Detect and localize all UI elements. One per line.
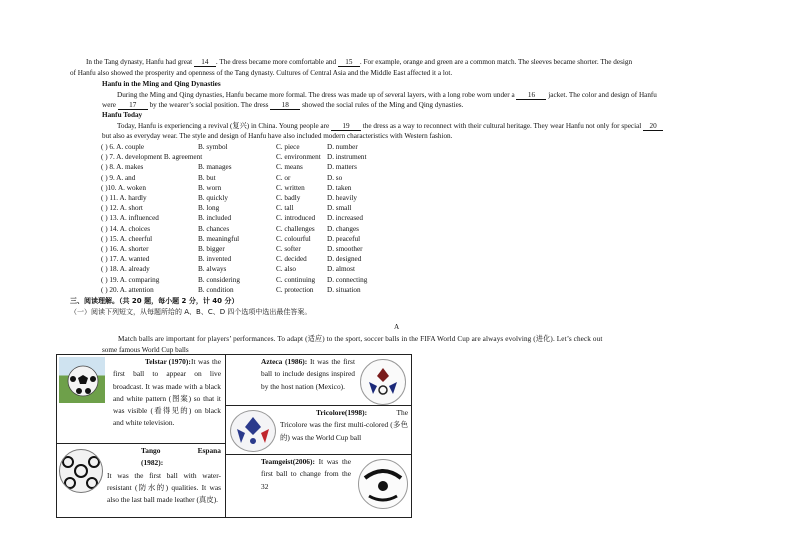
azteca-name: Azteca (1986): — [261, 357, 308, 366]
heading-ming-qing: Hanfu in the Ming and Qing Dynasties — [102, 80, 221, 88]
option-d: D. smoother — [327, 245, 363, 253]
option-b: B. but — [198, 173, 216, 182]
intro-line-1: Match balls are important for players’ performances. To adapt (适应) to the sport, soccer balls in the FIFA World Cup are always evolving (进化). Let’s check out — [118, 335, 603, 343]
option-d: D. taken — [327, 183, 352, 192]
option-p: ( ) 19. A. comparing — [101, 275, 160, 284]
option-b: B. manages — [198, 163, 232, 172]
option-c: C. colourful — [276, 234, 311, 243]
option-p: ( ) 11. A. hardly — [101, 194, 147, 202]
azteca-desc — [261, 356, 355, 393]
blank-17: 17 — [118, 101, 148, 110]
option-d: D. instrument — [327, 153, 367, 162]
table-cell-teamgeist — [225, 454, 412, 518]
soccer-ball-icon — [359, 460, 407, 508]
text: The Tricolore was the first multi-colored (多色的) was the World Cup ball — [280, 408, 408, 442]
option-d: D. situation — [327, 285, 361, 294]
telstar-ball-image — [59, 357, 105, 403]
telstar-desc — [113, 356, 221, 430]
passage-line-4 — [102, 100, 463, 110]
table-cell-azteca — [225, 354, 412, 406]
teamgeist-ball-image — [358, 459, 408, 509]
blank-20: 20 — [643, 122, 663, 131]
option-d: D. matters — [327, 163, 357, 172]
blank-16: 16 — [516, 91, 546, 100]
teamgeist-desc — [261, 456, 351, 493]
intro-line-2: some famous World Cup balls — [102, 346, 189, 354]
text: It was the first ball to appear on live broadcast. It was made with a black and white pattern (图案) so that it was visible (看得见的) on black and white television. — [113, 357, 221, 428]
option-p: ( ) 7. A. development B. agreement — [101, 153, 203, 162]
teamgeist-name: Teamgeist(2006): — [261, 457, 315, 466]
table-cell-telstar — [56, 354, 226, 444]
passage-line-3 — [117, 90, 657, 100]
option-b: B. condition — [198, 285, 234, 294]
option-c: C. written — [276, 183, 305, 192]
text: In the Tang dynasty, Hanfu had great — [86, 58, 193, 66]
option-p: ( ) 6. A. couple — [101, 143, 145, 151]
option-b: B. symbol — [198, 143, 228, 151]
text: It was the first ball with water-resistant (防水的) qualities. It was also the last ball made leather (真皮). — [107, 470, 221, 505]
option-d: D. connecting — [327, 275, 368, 284]
option-b: B. meaningful — [198, 234, 240, 243]
soccer-ball-icon — [361, 360, 405, 404]
option-d: D. increased — [327, 214, 363, 223]
option-d: D. heavily — [327, 194, 357, 202]
option-b: B. worn — [198, 183, 222, 192]
option-c: C. also — [276, 265, 296, 274]
option-c: C. challenges — [276, 224, 315, 233]
blank-15: 15 — [338, 58, 360, 67]
soccer-ball-icon — [60, 450, 102, 492]
soccer-ball-icon — [59, 357, 105, 403]
tango-desc — [107, 445, 221, 506]
option-p: ( ) 14. A. choices — [101, 224, 151, 233]
option-p: ( ) 15. A. cheerful — [101, 234, 153, 243]
option-d: D. peaceful — [327, 234, 361, 243]
text: jacket. The color and design of Hanfu — [548, 91, 657, 99]
option-p: ( ) 9. A. and — [101, 173, 136, 182]
text: . The dress became more comfortable and — [215, 58, 337, 66]
text: It was the first ball to include designs inspired by the host nation (Mexico). — [261, 357, 355, 391]
option-p: ( ) 20. A. attention — [101, 285, 154, 294]
option-c: C. decided — [276, 255, 307, 264]
blank-18: 18 — [270, 101, 300, 110]
option-d: D. changes — [327, 224, 359, 233]
option-c: C. protection — [276, 285, 314, 294]
option-p: ( ) 16. A. shorter — [101, 245, 149, 253]
option-b: B. chances — [198, 224, 230, 233]
option-p: ( )10. A. woken — [101, 183, 146, 192]
table-cell-tango — [56, 443, 226, 518]
text: During the Ming and Qing dynasties, Hanfu became more formal. The dress was made up of several layers, with a long robe worn under a — [117, 91, 515, 99]
option-c: C. or — [276, 173, 291, 182]
tricolore-ball-image — [230, 410, 276, 452]
option-d: D. so — [327, 173, 343, 182]
option-c: C. badly — [276, 194, 301, 202]
soccer-ball-icon — [231, 411, 275, 451]
passage-line-2: of Hanfu also showed the prosperity and openness of the Tang dynasty. Cultures of Central Asia and the Middle East affected it a lot. — [70, 69, 453, 77]
option-b: B. invented — [198, 255, 232, 264]
tricolore-name: Tricolore(1998): — [316, 408, 368, 417]
option-c: C. softer — [276, 245, 301, 253]
blank-14: 14 — [194, 58, 216, 67]
tricolore-desc — [280, 407, 408, 444]
option-c: C. environment — [276, 153, 321, 162]
option-c: C. introduced — [276, 214, 316, 223]
text: were — [102, 101, 116, 109]
option-b: B. quickly — [198, 194, 228, 202]
passage-line-5 — [117, 121, 663, 131]
text: Today, Hanfu is experiencing a revival (复兴) in China. Young people are — [117, 122, 330, 130]
option-c: C. means — [276, 163, 303, 172]
option-c: C. piece — [276, 143, 300, 151]
option-d: D. small — [327, 204, 352, 213]
option-b: B. considering — [198, 275, 240, 284]
text: the dress as a way to reconnect with their cultural heritage. They wear Hanfu not only for special — [362, 122, 642, 130]
option-b: B. bigger — [198, 245, 225, 253]
option-p: ( ) 18. A. already — [101, 265, 150, 274]
passage-line-6: but also as everyday wear. The style and design of Hanfu have also included modern characteristics with Western fashion. — [102, 132, 453, 140]
option-p: ( ) 12. A. short — [101, 204, 143, 213]
passage-letter: A — [394, 323, 400, 331]
option-p: ( ) 17. A. wanted — [101, 255, 150, 264]
section-instruction: （一）阅读下列短文，从每题所给的 A、B、C、D 四个选项中选出最佳答案。 — [70, 308, 312, 316]
option-p: ( ) 8. A. makes — [101, 163, 144, 172]
telstar-name: Telstar (1970): — [145, 357, 191, 366]
tango-ball-image — [59, 449, 103, 493]
option-p: ( ) 13. A. influenced — [101, 214, 159, 223]
text: showed the social rules of the Ming and Qing dynasties. — [302, 101, 464, 109]
option-d: D. designed — [327, 255, 362, 264]
option-d: D. almost — [327, 265, 355, 274]
option-b: B. always — [198, 265, 227, 274]
text: by the wearer’s social position. The dress — [149, 101, 269, 109]
table-cell-tricolore — [225, 405, 412, 455]
option-b: B. included — [198, 214, 232, 223]
option-c: C. tall — [276, 204, 294, 213]
section-title: 三、阅读理解。（共 20 题，每小题 2 分，计 40 分） — [70, 297, 239, 305]
text: It was the first ball to change from the 32 — [261, 457, 351, 491]
option-d: D. number — [327, 143, 358, 151]
passage-line-1 — [86, 57, 632, 67]
azteca-ball-image — [360, 359, 406, 405]
option-c: C. continuing — [276, 275, 316, 284]
heading-hanfu-today: Hanfu Today — [102, 111, 143, 119]
text: . For example, orange and green are a common match. The sleeves became shorter. The design — [359, 58, 633, 66]
tango-name: Tango Espana (1982): — [141, 446, 221, 468]
option-b: B. long — [198, 204, 220, 213]
blank-19: 19 — [331, 122, 361, 131]
